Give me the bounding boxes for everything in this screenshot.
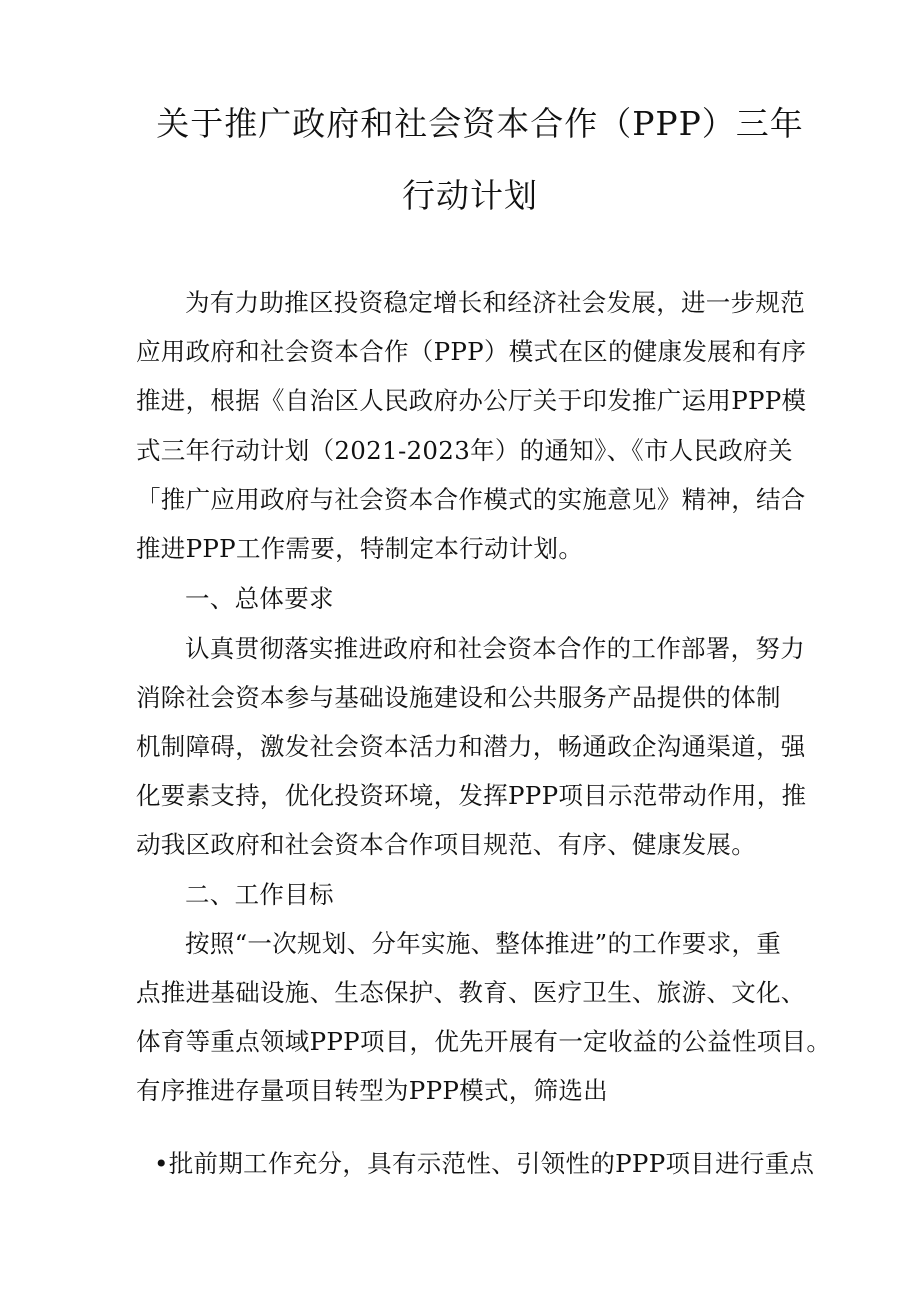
body-line: 有序推进存量项目转型为PPP模式，筛选出: [136, 1076, 608, 1105]
body-line: 动我区政府和社会资本合作项目规范、有序、健康发展。: [136, 830, 756, 859]
body-line: 体育等重点领域PPP项目，优先开展有一定收益的公益性项目。: [136, 1027, 832, 1056]
body-line: 认真贯彻落实推进政府和社会资本合作的工作部署，努力: [185, 634, 805, 663]
document-title-line-1: 关于推广政府和社会资本合作（PPP）三年: [156, 104, 804, 143]
body-line: 推进PPP工作需要，特制定本行动计划。: [136, 534, 584, 563]
body-line: 消除社会资本参与基础设施建设和公共服务产品提供的体制: [136, 683, 781, 712]
body-line: 「推广应用政府与社会资本合作模式的实施意见》精神，结合: [136, 485, 806, 514]
body-line: 推进，根据《自治区人民政府办公厅关于印发推广运用PPP模: [136, 386, 807, 415]
body-line: 应用政府和社会资本合作（PPP）模式在区的健康发展和有序: [136, 337, 807, 366]
body-line: 式三年行动计划（2021-2023年）的通知》、《市人民政府关: [136, 436, 793, 465]
body-line: 化要素支持，优化投资环境，发挥PPP项目示范带动作用，推: [136, 781, 807, 810]
body-line: 按照“一次规划、分年实施、整体推进”的工作要求，重: [185, 929, 782, 958]
body-line: 点推进基础设施、生态保护、教育、医疗卫生、旅游、文化、: [136, 978, 806, 1007]
section-heading: 一、总体要求: [185, 584, 334, 613]
body-line: 机制障碍，激发社会资本活力和潜力，畅通政企沟通渠道，强: [136, 732, 806, 761]
section-heading: 二、工作目标: [185, 880, 334, 909]
body-line: 为有力助推区投资稳定增长和经济社会发展，进一步规范: [185, 288, 805, 317]
body-line: •批前期工作充分，具有示范性、引领性的PPP项目进行重点: [154, 1149, 815, 1178]
document-title-line-2: 行动计划: [402, 176, 538, 215]
